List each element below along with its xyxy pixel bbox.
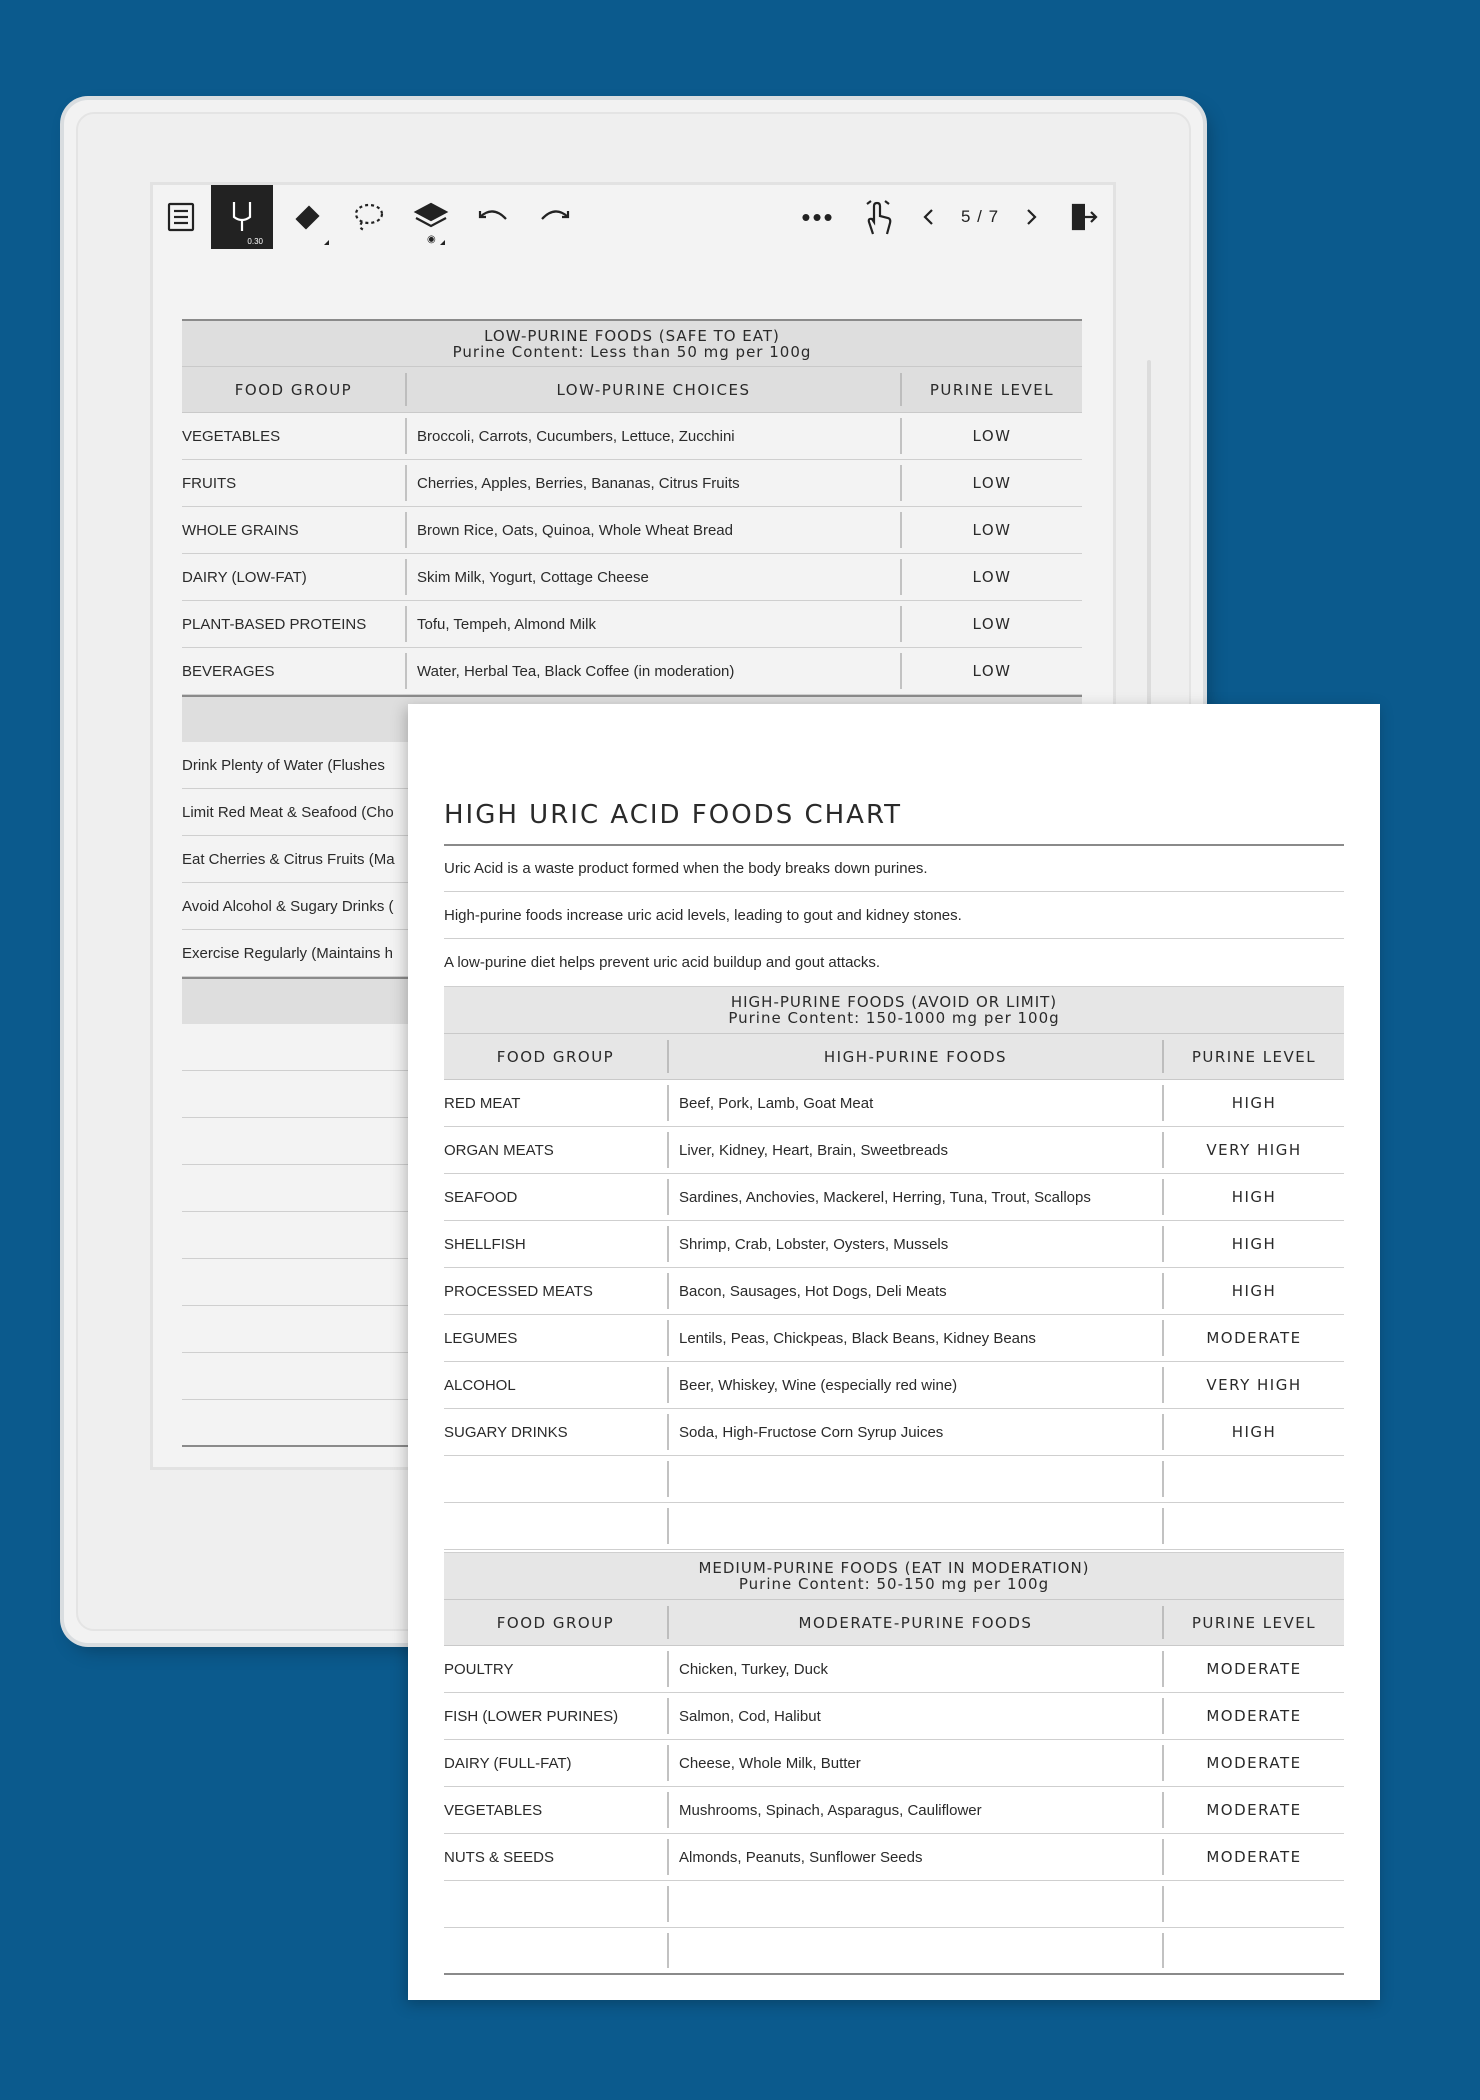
foods-cell: Tofu, Tempeh, Almond Milk	[407, 606, 902, 642]
eraser-icon[interactable]	[277, 185, 337, 249]
food-group-cell: SUGARY DRINKS	[444, 1414, 669, 1450]
table-row	[444, 1740, 1344, 1787]
exit-icon[interactable]	[1059, 185, 1109, 249]
table-row	[444, 1646, 1344, 1693]
table-row	[444, 1693, 1344, 1740]
high-purine-title: HIGH-PURINE FOODS (AVOID OR LIMIT)	[730, 993, 1058, 1011]
food-group-cell: VEGETABLES	[182, 418, 407, 454]
empty-cell	[1164, 1461, 1344, 1497]
pen-size-label: 0.30	[247, 237, 263, 246]
food-group-cell: DAIRY (LOW-FAT)	[182, 559, 407, 595]
food-group-cell: PLANT-BASED PROTEINS	[182, 606, 407, 642]
purine-level-cell: LOW	[972, 615, 1012, 633]
purine-level-cell: LOW	[972, 427, 1012, 445]
col-header-food-group: FOOD GROUP	[444, 1606, 669, 1639]
purine-level-cell: HIGH	[1231, 1282, 1277, 1300]
page-indicator[interactable]	[949, 185, 1011, 249]
undo-icon[interactable]	[463, 185, 523, 249]
layers-icon[interactable]	[401, 185, 461, 249]
empty-table-row	[444, 1881, 1344, 1928]
purine-level-cell: MODERATE	[1206, 1848, 1302, 1866]
table-row	[444, 1080, 1344, 1127]
medium-purine-table	[444, 1552, 1344, 1975]
col-header-food-group: FOOD GROUP	[182, 373, 407, 406]
purine-level-cell: MODERATE	[1206, 1754, 1302, 1772]
purine-level-cell: HIGH	[1231, 1423, 1277, 1441]
chart-paper-page	[408, 704, 1380, 2000]
medium-purine-title: MEDIUM-PURINE FOODS (EAT IN MODERATION)	[698, 1559, 1090, 1577]
high-purine-subtitle: Purine Content: 150-1000 mg per 100g	[728, 1009, 1060, 1027]
touch-icon[interactable]	[853, 185, 903, 249]
high-purine-title-band	[444, 986, 1344, 1033]
col-header-foods: HIGH-PURINE FOODS	[669, 1040, 1164, 1073]
col-header-foods: MODERATE-PURINE FOODS	[669, 1606, 1164, 1639]
foods-cell: Almonds, Peanuts, Sunflower Seeds	[669, 1839, 1164, 1875]
tip-text: Limit Red Meat & Seafood (Cho	[182, 803, 394, 821]
food-group-cell: FRUITS	[182, 465, 407, 501]
col-header-choices: LOW-PURINE CHOICES	[407, 373, 902, 406]
food-group-cell: LEGUMES	[444, 1320, 669, 1356]
intro-line: Uric Acid is a waste product formed when the body breaks down purines.	[444, 845, 1344, 892]
eraser-menu-triangle-icon	[324, 240, 329, 245]
list-icon[interactable]	[153, 185, 209, 249]
tip-text: Avoid Alcohol & Sugary Drinks (	[182, 897, 394, 915]
food-group-cell: WHOLE GRAINS	[182, 512, 407, 548]
foods-cell: Beef, Pork, Lamb, Goat Meat	[669, 1085, 1164, 1121]
empty-cell	[1164, 1933, 1344, 1968]
table-row	[182, 507, 1082, 554]
next-page-icon[interactable]	[1011, 185, 1051, 249]
purine-level-cell: MODERATE	[1206, 1660, 1302, 1678]
redo-icon[interactable]	[525, 185, 585, 249]
empty-cell	[669, 1461, 1164, 1497]
foods-cell: Bacon, Sausages, Hot Dogs, Deli Meats	[669, 1273, 1164, 1309]
foods-cell: Cheese, Whole Milk, Butter	[669, 1745, 1164, 1781]
foods-cell: Salmon, Cod, Halibut	[669, 1698, 1164, 1734]
purine-level-cell: VERY HIGH	[1206, 1376, 1302, 1394]
foods-cell: Shrimp, Crab, Lobster, Oysters, Mussels	[669, 1226, 1164, 1262]
table-row	[444, 1127, 1344, 1174]
foods-cell: Cherries, Apples, Berries, Bananas, Citrus Fruits	[407, 465, 902, 501]
purine-level-cell: HIGH	[1231, 1094, 1277, 1112]
more-icon[interactable]: •••	[801, 201, 835, 232]
foods-cell: Brown Rice, Oats, Quinoa, Whole Wheat Bread	[407, 512, 902, 548]
food-group-cell: SHELLFISH	[444, 1226, 669, 1262]
purine-level-cell: LOW	[972, 521, 1012, 539]
table-row	[182, 554, 1082, 601]
pen-icon[interactable]	[211, 185, 273, 249]
purine-level-cell: HIGH	[1231, 1188, 1277, 1206]
page-title: HIGH URIC ACID FOODS CHART	[444, 800, 1344, 846]
col-header-purine-level: PURINE LEVEL	[929, 380, 1055, 399]
table-row	[182, 460, 1082, 507]
foods-cell: Sardines, Anchovies, Mackerel, Herring, Tuna, Trout, Scallops	[669, 1179, 1164, 1215]
purine-level-cell: LOW	[972, 568, 1012, 586]
foods-cell: Beer, Whiskey, Wine (especially red wine)	[669, 1367, 1164, 1403]
table-row	[182, 601, 1082, 648]
col-header-purine-level: PURINE LEVEL	[1191, 1047, 1317, 1066]
foods-cell: Broccoli, Carrots, Cucumbers, Lettuce, Zucchini	[407, 418, 902, 454]
empty-table-row	[444, 1928, 1344, 1975]
table-row	[444, 1221, 1344, 1268]
foods-cell: Liver, Kidney, Heart, Brain, Sweetbreads	[669, 1132, 1164, 1168]
empty-cell	[444, 1461, 669, 1497]
intro-line: High-purine foods increase uric acid levels, leading to gout and kidney stones.	[444, 892, 1344, 939]
food-group-cell: POULTRY	[444, 1651, 669, 1687]
table-row	[444, 1834, 1344, 1881]
low-purine-header-row	[182, 366, 1082, 413]
food-group-cell: PROCESSED MEATS	[444, 1273, 669, 1309]
food-group-cell: BEVERAGES	[182, 653, 407, 689]
table-row	[444, 1315, 1344, 1362]
foods-cell: Lentils, Peas, Chickpeas, Black Beans, Kidney Beans	[669, 1320, 1164, 1356]
empty-cell	[669, 1886, 1164, 1922]
foods-cell: Skim Milk, Yogurt, Cottage Cheese	[407, 559, 902, 595]
toolbar	[153, 185, 1113, 249]
low-purine-title: LOW-PURINE FOODS (SAFE TO EAT)	[484, 326, 780, 345]
table-row	[444, 1174, 1344, 1221]
medium-purine-header-row	[444, 1599, 1344, 1646]
tip-text: Eat Cherries & Citrus Fruits (Ma	[182, 850, 395, 868]
table-row	[182, 413, 1082, 460]
purine-level-cell: LOW	[972, 474, 1012, 492]
empty-table-row	[444, 1503, 1344, 1550]
purine-level-cell: HIGH	[1231, 1235, 1277, 1253]
layer-visibility-icon: ◉	[427, 234, 436, 245]
food-group-cell: ORGAN MEATS	[444, 1132, 669, 1168]
medium-purine-subtitle: Purine Content: 50-150 mg per 100g	[738, 1575, 1050, 1593]
table-row	[444, 1787, 1344, 1834]
high-purine-table	[444, 986, 1344, 1550]
purine-level-cell: MODERATE	[1206, 1707, 1302, 1725]
page-indicator-text: 5 / 7	[960, 207, 1000, 226]
food-group-cell: FISH (LOWER PURINES)	[444, 1698, 669, 1734]
food-group-cell: NUTS & SEEDS	[444, 1839, 669, 1875]
food-group-cell: RED MEAT	[444, 1085, 669, 1121]
purine-level-cell: MODERATE	[1206, 1801, 1302, 1819]
low-purine-subtitle: Purine Content: Less than 50 mg per 100g	[452, 342, 812, 361]
intro-list	[444, 845, 1344, 986]
low-purine-title-band	[182, 319, 1082, 366]
food-group-cell: VEGETABLES	[444, 1792, 669, 1828]
empty-cell	[1164, 1886, 1344, 1922]
col-header-purine-level: PURINE LEVEL	[1191, 1613, 1317, 1632]
purine-level-cell: LOW	[972, 662, 1012, 680]
empty-cell	[444, 1886, 669, 1922]
intro-line: A low-purine diet helps prevent uric acid buildup and gout attacks.	[444, 954, 881, 971]
medium-purine-title-band	[444, 1552, 1344, 1599]
empty-cell	[669, 1933, 1164, 1968]
empty-cell	[444, 1508, 669, 1544]
empty-cell	[669, 1508, 1164, 1544]
foods-cell: Soda, High-Fructose Corn Syrup Juices	[669, 1414, 1164, 1450]
tip-text: Exercise Regularly (Maintains h	[182, 944, 393, 962]
lasso-icon[interactable]	[339, 185, 399, 249]
foods-cell: Water, Herbal Tea, Black Coffee (in moderation)	[407, 653, 902, 689]
table-row	[182, 648, 1082, 695]
food-group-cell: DAIRY (FULL-FAT)	[444, 1745, 669, 1781]
table-row	[444, 1268, 1344, 1315]
foods-cell: Mushrooms, Spinach, Asparagus, Cauliflower	[669, 1792, 1164, 1828]
empty-cell	[444, 1933, 669, 1968]
table-row	[444, 1362, 1344, 1409]
foods-cell: Chicken, Turkey, Duck	[669, 1651, 1164, 1687]
food-group-cell: ALCOHOL	[444, 1367, 669, 1403]
food-group-cell: SEAFOOD	[444, 1179, 669, 1215]
table-row	[444, 1409, 1344, 1456]
layers-menu-triangle-icon	[440, 240, 445, 245]
purine-level-cell: MODERATE	[1206, 1329, 1302, 1347]
empty-cell	[1164, 1508, 1344, 1544]
empty-table-row	[444, 1456, 1344, 1503]
prev-page-icon[interactable]	[909, 185, 949, 249]
col-header-food-group: FOOD GROUP	[444, 1040, 669, 1073]
high-purine-header-row	[444, 1033, 1344, 1080]
tip-text: Drink Plenty of Water (Flushes	[182, 756, 385, 774]
purine-level-cell: VERY HIGH	[1206, 1141, 1302, 1159]
